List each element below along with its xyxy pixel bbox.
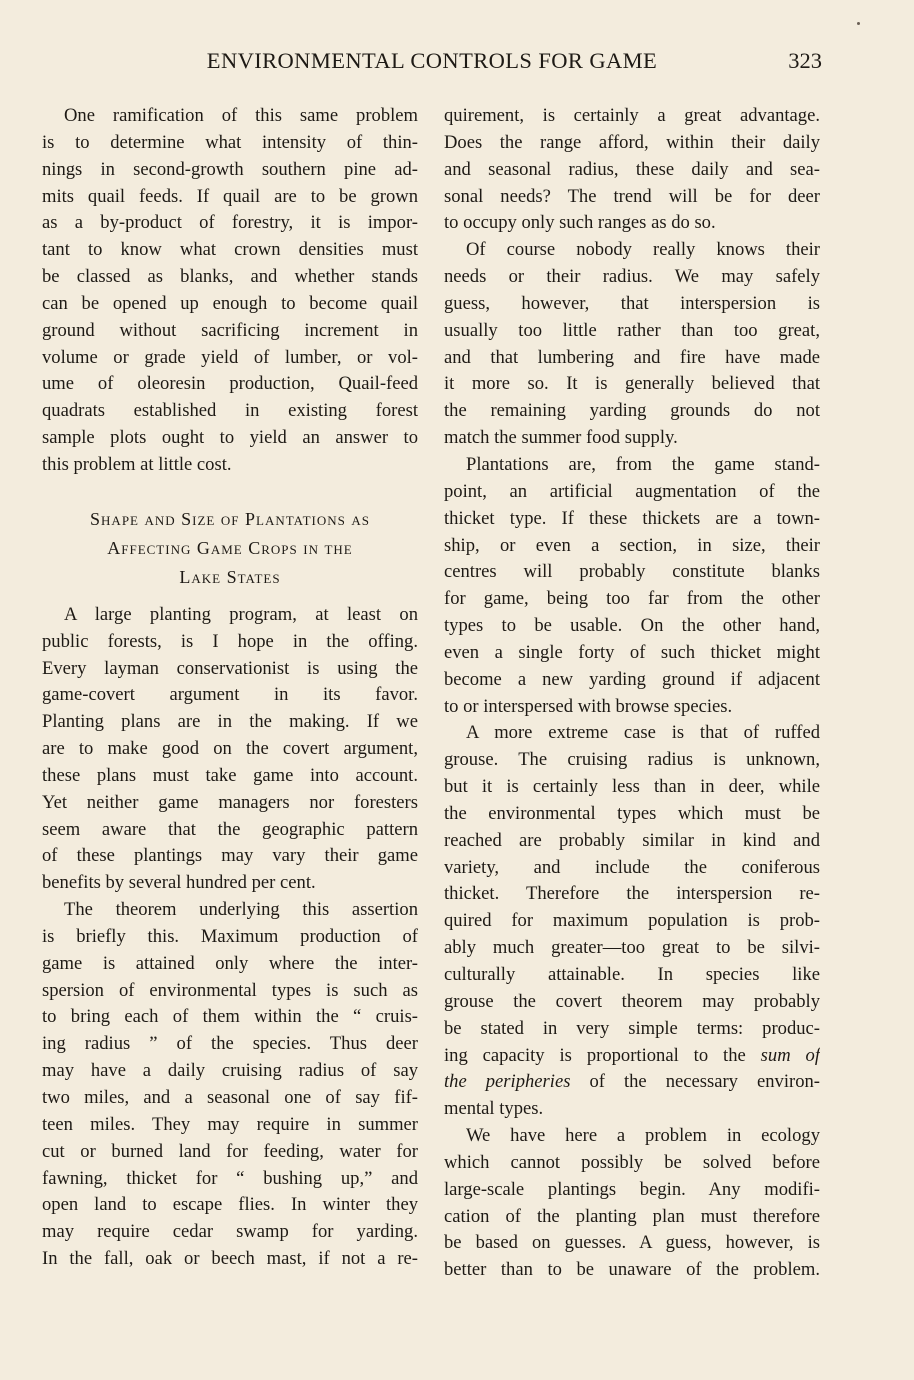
text-line: point, an artificial augmentation of the: [444, 480, 820, 502]
section-heading-line: Affecting Game Crops in the: [107, 537, 353, 558]
text-line: [444, 1043, 820, 1070]
section-heading: [42, 505, 418, 592]
text-line: thicket. Therefore the interspersion re-: [444, 883, 820, 905]
text-line: game-covert argument in its favor.: [42, 684, 418, 706]
text-line: mental types.: [444, 1098, 544, 1120]
text-line: to or interspersed with browse species.: [444, 695, 733, 717]
text-line: public forests, is I hope in the offing.: [42, 630, 418, 652]
text-line: ing radius ” of the species. Thus deer: [42, 1033, 418, 1055]
text-segment: ing capacity is proportional to the: [444, 1044, 746, 1066]
text-line: and that lumbering and fire have made: [444, 346, 820, 368]
text-line: be stated in very simple terms: produc-: [444, 1017, 820, 1039]
paragraph: [444, 720, 820, 1123]
text-line: tant to know what crown densities must: [42, 239, 418, 261]
text-line: as a by-product of forestry, it is impor-: [42, 212, 418, 234]
text-line: this problem at little cost.: [42, 453, 232, 475]
right-column: [444, 103, 820, 1284]
text-line: become a new yarding ground if adjacent: [444, 668, 820, 690]
text-line: match the summer food supply.: [444, 427, 678, 449]
text-line: ume of oleoresin production, Quail-feed: [42, 373, 418, 395]
text-line: [444, 1069, 820, 1096]
text-line: quired for maximum population is prob-: [444, 910, 820, 932]
text-line: grouse. The cruising radius is unknown,: [444, 749, 820, 771]
text-line: be based on guesses. A guess, however, is: [444, 1232, 820, 1254]
text-line: two miles, and a seasonal one of say fif-: [42, 1087, 418, 1108]
text-line: A more extreme case is that of ruffed: [466, 722, 820, 744]
text-line: for game, being too far from the other: [444, 588, 820, 610]
text-line: sample plots ought to yield an answer to: [42, 427, 418, 449]
text-line: is briefly this. Maximum production of: [42, 925, 418, 947]
text-line: In the fall, oak or beech mast, if not a re-: [42, 1248, 418, 1270]
text-line: Of course nobody really knows their: [466, 239, 820, 261]
text-line: quadrats established in existing forest: [42, 400, 418, 422]
text-line: may have a daily cruising radius of say: [42, 1060, 418, 1082]
text-line: seem aware that the geographic pattern: [42, 818, 418, 840]
text-line: thicket type. If these thickets are a town-: [444, 507, 820, 529]
text-line: spersion of environmental types is such as: [42, 979, 418, 1001]
text-line: better than to be unaware of the problem.: [444, 1259, 820, 1281]
text-line: may require cedar swamp for yarding.: [42, 1221, 418, 1243]
paragraph: [444, 103, 820, 237]
text-line: Does the range afford, within their daily: [444, 131, 820, 153]
text-line: Yet neither game managers nor foresters: [42, 791, 418, 813]
text-line: Every layman conservationist is using the: [42, 657, 418, 679]
paragraph: [444, 452, 820, 720]
text-line: the environmental types which must be: [444, 802, 820, 824]
text-line: Plantations are, from the game stand-: [466, 453, 820, 475]
text-line: open land to escape flies. In winter they: [42, 1194, 418, 1216]
text-line: to occupy only such ranges as do so.: [444, 212, 716, 234]
text-line: guess, however, that interspersion is: [444, 292, 820, 314]
section-heading-line: Shape and Size of Plantations as: [90, 508, 370, 529]
running-title: ENVIRONMENTAL CONTROLS FOR GAME: [206, 48, 658, 73]
text-line: which cannot possibly be solved before: [444, 1151, 820, 1173]
paragraph: [444, 1123, 820, 1284]
text-line: grouse the covert theorem may probably: [444, 990, 820, 1012]
text-line: these plans must take game into account.: [42, 764, 418, 786]
text-line: can be opened up enough to become quail: [42, 292, 418, 314]
paragraph: [42, 103, 418, 479]
text-line: large-scale plantings begin. Any modifi-: [444, 1178, 820, 1200]
text-line: are to make good on the covert argument,: [42, 738, 418, 760]
paragraph: [42, 897, 418, 1273]
running-head: [42, 46, 822, 76]
italic-phrase: the peripheries: [444, 1071, 571, 1093]
text-line: game is attained only where the inter-: [42, 952, 418, 974]
page-number: 323: [788, 48, 822, 73]
paragraph: [42, 602, 418, 897]
text-segment: of the necessary environ-: [570, 1071, 820, 1093]
text-line: variety, and include the coniferous: [444, 856, 820, 878]
text-line: Planting plans are in the making. If we: [42, 711, 418, 733]
text-line: even a single forty of such thicket might: [444, 641, 820, 663]
italic-phrase: sum of: [760, 1044, 820, 1066]
text-line: of these plantings may vary their game: [42, 845, 418, 867]
text-line: but it is certainly less than in deer, while: [444, 776, 820, 798]
text-line: benefits by several hundred per cent.: [42, 872, 316, 894]
text-line: needs or their radius. We may safely: [444, 266, 820, 288]
text-line: One ramification of this same problem: [64, 105, 418, 126]
text-line: We have here a problem in ecology: [466, 1125, 820, 1147]
text-line: quirement, is certainly a great advantage.: [444, 105, 820, 126]
text-line: cation of the planting plan must therefore: [444, 1205, 820, 1227]
text-line: is to determine what intensity of thin-: [42, 131, 418, 153]
paper-speck: [857, 22, 860, 25]
text-line: sonal needs? The trend will be for deer: [444, 185, 820, 207]
text-line: reached are probably similar in kind and: [444, 829, 820, 851]
text-line: types to be usable. On the other hand,: [444, 615, 820, 637]
text-line: teen miles. They may require in summer: [42, 1113, 418, 1135]
left-column: [42, 103, 418, 1273]
text-line: The theorem underlying this assertion: [64, 899, 418, 921]
text-line: cut or burned land for feeding, water for: [42, 1140, 418, 1162]
text-line: the remaining yarding grounds do not: [444, 400, 820, 422]
text-line: volume or grade yield of lumber, or vol-: [42, 346, 418, 368]
text-line: usually too little rather than too great,: [444, 319, 820, 341]
text-line: it more so. It is generally believed that: [444, 373, 820, 395]
text-line: to bring each of them within the “ cruis-: [42, 1006, 418, 1028]
text-line: ship, or even a section, in size, their: [444, 534, 820, 556]
section-heading-line: Lake States: [179, 566, 281, 587]
text-line: be classed as blanks, and whether stands: [42, 266, 418, 288]
text-line: ably much greater—too great to be silvi-: [444, 937, 820, 959]
text-line: centres will probably constitute blanks: [444, 561, 820, 583]
text-line: A large planting program, at least on: [64, 603, 418, 625]
paragraph: [444, 237, 820, 452]
text-line: ground without sacrificing increment in: [42, 319, 418, 341]
text-line: culturally attainable. In species like: [444, 964, 820, 985]
text-line: nings in second-growth southern pine ad-: [42, 158, 418, 180]
text-line: fawning, thicket for “ bushing up,” and: [42, 1167, 418, 1189]
text-line: mits quail feeds. If quail are to be grown: [42, 185, 418, 207]
text-line: and seasonal radius, these daily and sea-: [444, 158, 820, 180]
